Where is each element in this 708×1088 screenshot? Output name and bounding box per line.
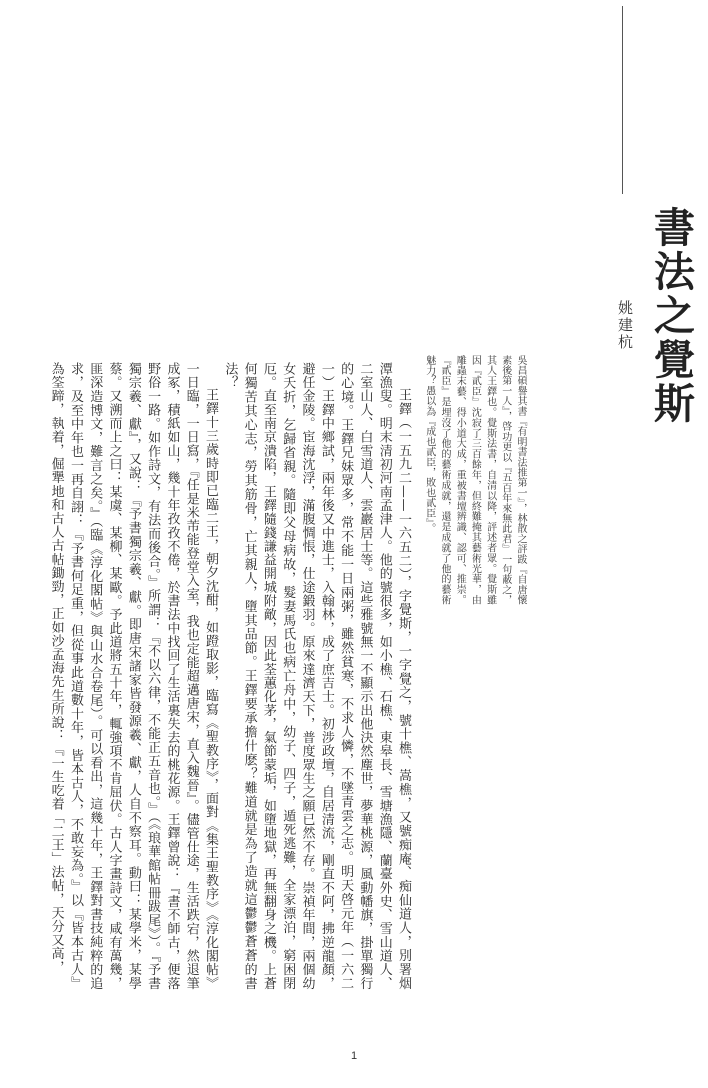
header-rule <box>622 6 623 194</box>
article-author: 姚建杭 <box>616 300 634 351</box>
article-intro: 吳昌碩譽其書『有明書法推第一』，林散之評跋『自唐懷素後第一人』，啓功更以『五百年來無此君』一句蔽之，其人王鐸也。覺斯法書，自清以降，評述者眾。覺斯雖因『貳臣』沈寂了三百餘年，但終難掩其藝術光華，由雕蟲末藝、得小道大成，重被書壇辨識、認可、推崇。『貳臣』是埋沒了他的藝術成就，還是成就了他的藝術魅力？愚以為『成也貳臣，敗也貳臣』。 <box>423 355 526 605</box>
body-paragraph: 王鐸（一五九二——一六五二），字覺斯，一字覺之，號十樵、嵩樵，又號痴庵、痴仙道人，別署烟潭漁叟。明末清初河南孟津人。他的號很多，如小樵、石樵、東皋長、雪塘漁隱、蘭臺外史、雪山道人、二室山人、白雪道人、雲巖居士等。這些雅號無一不顯示出他決然塵世，夢華桃源，風動幡旗，掛單獨行的心境。王鐸兄妹眾多，常不能一日兩粥，雖然貧寒，不求人憐，不墜青雲之志。明天啓元年（一六二一）王鐸中鄉試，兩年後又中進士，入翰林，成了庶吉士。初涉政壇，自居清流，剛直不阿，拂逆龍顏，避任金陵。宦海沈浮，滿腹惆悵，仕途鍛羽。原來達濟天下，普度眾生之願已然不存。崇禎年間，兩個幼女夭折，乞歸省親。隨即父母病故，髮妻馬氏也病亡舟中，幼子、四子，遁死逃難，全家漂泊，窮困閉厄。直至南京潰陷，王鐸隨錢謙益開城附敵，因此荃蕙化茅，氣節蒙垢，如墮地獄，再無翻身之機。上蒼何獨苦其心志，勞其筋骨，亡其親人，墮其品節。王鐸要承擔什麽？難道就是為了造就這鬱鬱蒼蒼的書法？ <box>222 362 411 990</box>
article-body <box>3 362 413 990</box>
page-number: 1 <box>350 1050 358 1062</box>
body-paragraph: 王鐸十三歲時即已臨二王，朝夕沈酣，如蹬取影，臨寫《聖教序》，面對《集王聖教序》《淳化閣帖》一日臨，一日寫，『任是米芾能登堂入室，我也定能超邁唐宋，直入魏晉』。儘管仕途，生活跌宕，然退筆成冢，積紙如山，幾十年孜孜不倦，於書法中找回了生活裏失去的桃花源。王鐸曾說：『書不師古，便落野俗一路。如作詩文，有法而後合。』所謂：『不以六律，不能正五音也。』（《琅華館帖冊跋尾》）。『予書獨宗羲、獻』，又說：『予書獨宗羲、獻。即唐宋諸家皆發源羲、獻，人自不察耳。動曰：某學米，某學蔡。又溯而上之曰：某虞、某柳、某歐。予此道將五十年，輒強項不肯屈伏。古人字畫詩文，咸有萬幾，匪深造博文，難言之矣。』（臨《淳化閣帖》與山水合卷尾）。可以看出，這幾十年，王鐸對書技純粹的追求，及至中年也一再自詡：『予書何足重，但從事此道數十年，皆本古人，不敢妄為。』以『皆本古人』為筌蹄，執着，倔犟地和古人古帖鋤勁，正如沙孟海先生所說：『一生吃着「二王」法帖，天分又高， <box>48 362 219 990</box>
article-title: 書法之覺斯 <box>647 206 695 426</box>
